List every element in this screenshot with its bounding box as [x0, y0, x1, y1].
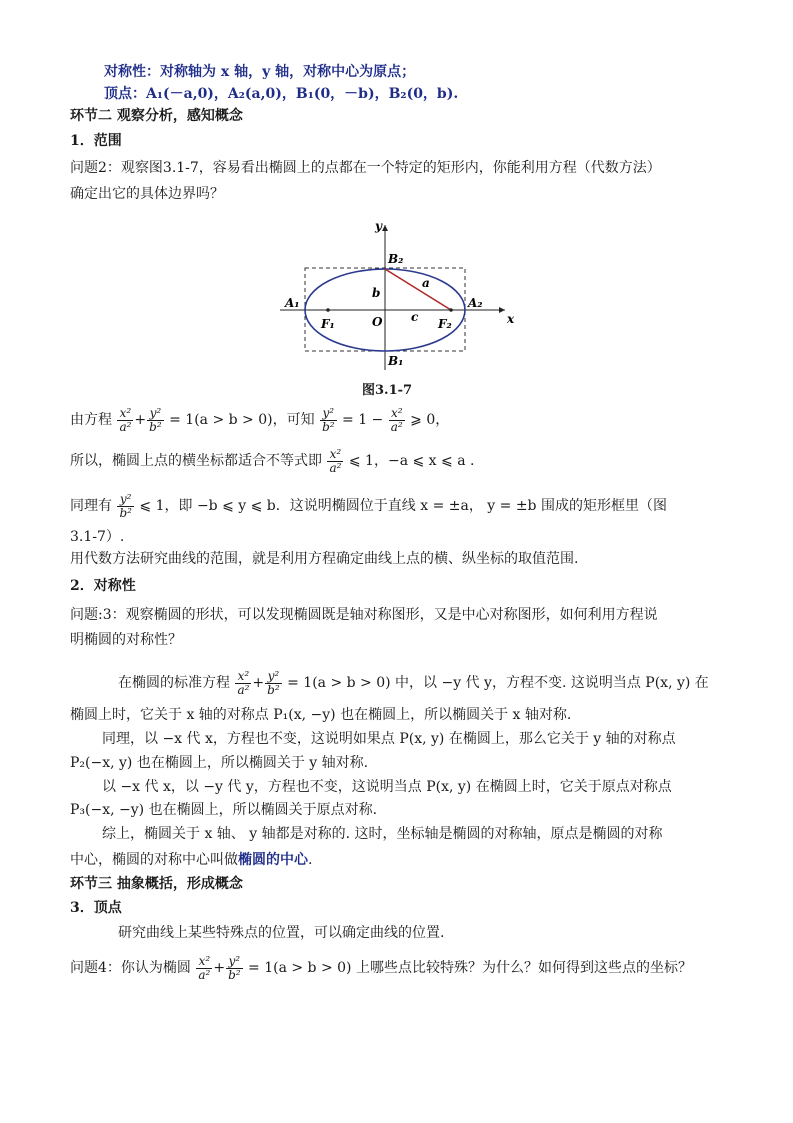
- equation-line: 由方程 $\frac{\text{x²}}{\text{a²}}$ + $\frac{\text{y²}}{\text{b²}}$ = 1(a > b > 0)，可知 $\frac{\text{y²}}{\text{b²}}$ = 1 − $\frac{\text{x²}}{\text{a²}}$ ⩾ 0，: [70, 405, 450, 434]
- ellipse-center-term: 椭圆的中心: [238, 852, 308, 868]
- label-origin: O: [372, 315, 383, 329]
- section3-title: 环节三 抽象概括，形成概念: [70, 876, 243, 892]
- section2-title: 环节二 观察分析，感知概念: [70, 108, 243, 124]
- subsection-symmetry-title: 2．对称性: [70, 578, 136, 594]
- algebraic-method-note: 用代数方法研究曲线的范围，就是利用方程确定曲线上点的横、纵坐标的取值范围.: [70, 551, 579, 567]
- vertex-coords: A₁(－a,0)，A₂(a,0)，B₁(0，－b)，B₂(0，b).: [146, 86, 459, 102]
- label-b2: B₂: [388, 252, 404, 266]
- subsection-vertex-title: 3．顶点: [70, 900, 122, 916]
- symmetry-para2-line1: 同理，以 −x 代 x，方程也不变，这说明如果点 P(x, y) 在椭圆上，那么它关于 y 轴的对称点: [102, 731, 676, 747]
- subsection-range-title: 1．范围: [70, 133, 122, 149]
- range-y-tail: 3.1-7）.: [70, 529, 125, 545]
- symmetry-para1-line2: 椭圆上时，它关于 x 轴的对称点 P₁(x, −y) 也在椭圆上，所以椭圆关于 x 轴对称.: [70, 707, 572, 723]
- label-f1: F₁: [321, 317, 335, 331]
- segment-b2-f2: [385, 269, 451, 310]
- question2-line2: 确定出它的具体边界吗？: [70, 186, 224, 202]
- vertex-paragraph: 研究曲线上某些特殊点的位置，可以确定曲线的位置.: [118, 925, 445, 941]
- range-x-line: 所以，椭圆上点的横坐标都适合不等式即 $\frac{\text{x²}}{\text{a²}}$ ⩽ 1，−a ⩽ x ⩽ a .: [70, 446, 475, 475]
- label-semi-major-a: a: [422, 276, 430, 290]
- symmetry-para4-line2: 中心，椭圆的对称中心叫做椭圆的中心.: [70, 852, 313, 868]
- question2-line1: 问题2：观察图3.1-7，容易看出椭圆上的点都在一个特定的矩形内，你能利用方程（代数方法）: [70, 160, 661, 176]
- label-b1: B₁: [388, 354, 404, 368]
- symmetry-note: 对称性：对称轴为 x 轴，y 轴，对称中心为原点；: [104, 64, 416, 80]
- symmetry-para4-line1: 综上，椭圆关于 x 轴、 y 轴都是对称的. 这时，坐标轴是椭圆的对称轴，原点是椭圆的对称: [102, 826, 663, 842]
- focus-f1-point: [326, 308, 330, 312]
- range-y-line: 同理有 $\frac{\text{y²}}{\text{b²}}$ ⩽ 1，即 −b ⩽ y ⩽ b．这说明椭圆位于直线 x = ±a， y = ±b 围成的矩形框里（图: [70, 491, 667, 520]
- label-focal-c: c: [411, 310, 419, 324]
- ellipse-figure: [275, 215, 530, 375]
- vertex-note: [104, 84, 774, 104]
- question3-line2: 明椭圆的对称性？: [70, 632, 182, 648]
- symmetry-para3-line1: 以 −x 代 x，以 −y 代 y，方程也不变，这说明当点 P(x, y) 在椭圆上时，它关于原点对称点: [102, 779, 672, 795]
- vertex-label: 顶点：: [104, 86, 146, 102]
- label-a1: A₁: [285, 296, 300, 310]
- label-semi-minor-b: b: [372, 286, 381, 300]
- question3-line1: 问题:3：观察椭圆的形状，可以发现椭圆既是轴对称图形，又是中心对称图形，如何利用方程说: [70, 607, 658, 623]
- symmetry-para2-line2: P₂(−x, y) 也在椭圆上，所以椭圆关于 y 轴对称.: [70, 755, 369, 771]
- question4-line: 问题4：你认为椭圆 $\frac{\text{x²}}{\text{a²}}$ + $\frac{\text{y²}}{\text{b²}}$ = 1(a > b > 0) 上哪些点比较特殊？为什么？如何得到这些点的坐标？: [70, 953, 692, 982]
- label-a2: A₂: [468, 296, 483, 310]
- figure-caption: 图3.1-7: [362, 383, 413, 398]
- focus-f2-point: [449, 308, 453, 312]
- symmetry-para3-line2: P₃(−x, −y) 也在椭圆上，所以椭圆关于原点对称.: [70, 802, 378, 818]
- symmetry-para1-line1: 在椭圆的标准方程 $\frac{\text{x²}}{\text{a²}}$ + $\frac{\text{y²}}{\text{b²}}$ = 1(a > b > 0) 中，以 −y 代 y，方程不变. 这说明当点 P(x, y) 在: [118, 668, 709, 697]
- label-f2: F₂: [438, 317, 452, 331]
- label-x: x: [507, 312, 515, 326]
- label-y: y: [375, 219, 382, 233]
